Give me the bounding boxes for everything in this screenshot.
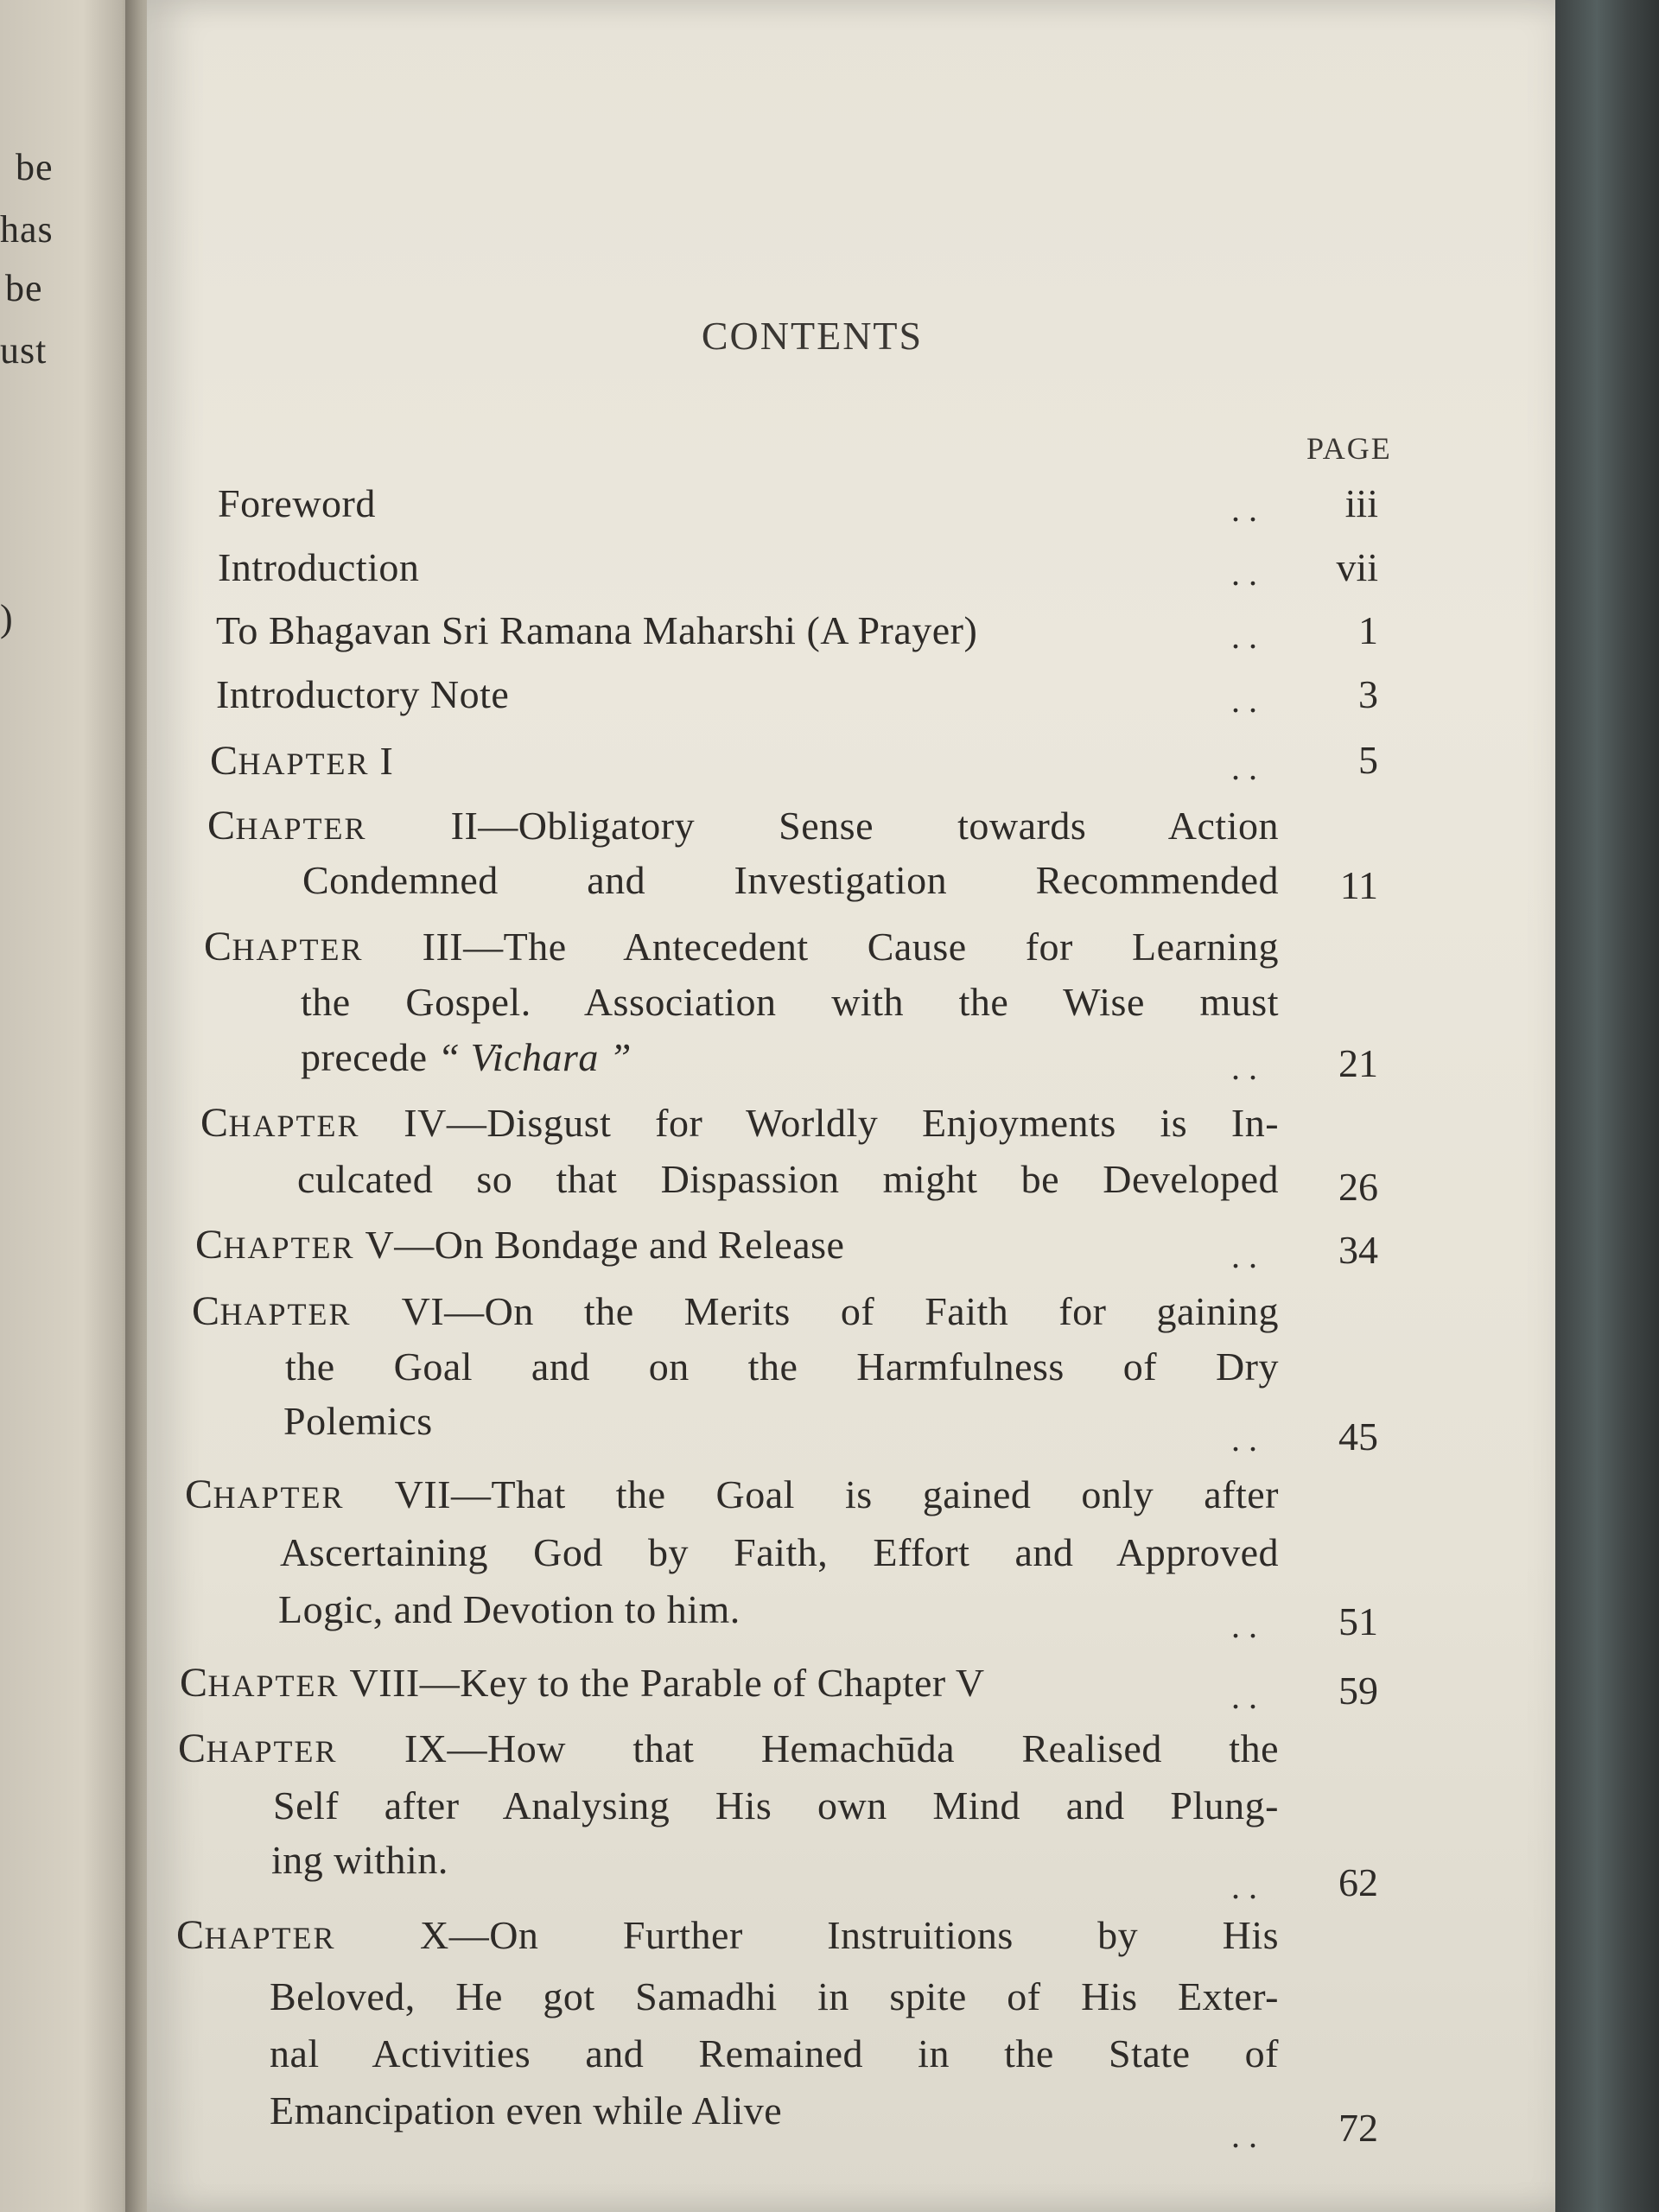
chapter-initial: C [195, 1222, 224, 1268]
chapter-initial: C [204, 924, 232, 969]
toc-entry-chapter-9-line-2: Self after Analysing His own Mind and Plung- [273, 1783, 1279, 1827]
leader-dots: .. [1231, 617, 1266, 656]
chapter-numeral: I [379, 739, 394, 783]
page-number: 1 [1358, 608, 1378, 652]
leader-dots: .. [1231, 748, 1266, 787]
leader-dots: .. [1231, 1236, 1266, 1275]
toc-entry-chapter-9-line-1 [178, 1725, 1279, 1772]
chapter-rest: HAPTER [228, 1109, 360, 1143]
chapter-numeral: VIII [349, 1661, 420, 1705]
page-number: 34 [1338, 1228, 1378, 1272]
chapter-numeral: III [422, 925, 464, 969]
chapter-numeral: VII [394, 1472, 451, 1516]
toc-entry-chapter-9-line-3: ing within. [271, 1838, 448, 1882]
leader-dots: .. [1231, 1048, 1266, 1087]
chapter-numeral: IV [404, 1101, 447, 1145]
toc-entry-prayer: To Bhagavan Sri Ramana Maharshi (A Prayer) [216, 608, 978, 652]
chapter-rest: HAPTER [219, 1297, 352, 1332]
page-number: iii [1344, 481, 1378, 525]
toc-entry-chapter-7-line-2: Ascertaining God by Faith, Effort and Approved [280, 1530, 1279, 1574]
chapter-title-text: —Key to the Parable of Chapter V [419, 1661, 985, 1705]
toc-entry-chapter-2-line-1 [207, 802, 1279, 849]
chapter-title-text: —Disgust for Worldly Enjoyments is In- [446, 1101, 1280, 1145]
toc-entry-introduction: Introduction [218, 545, 420, 589]
page-number: 5 [1358, 738, 1378, 782]
chapter-initial: C [200, 1100, 229, 1146]
page-number: 21 [1338, 1041, 1378, 1085]
chapter-rest: HAPTER [206, 1734, 338, 1769]
chapter-initial: C [192, 1288, 220, 1334]
chapter-rest: HAPTER [238, 747, 370, 781]
page-number: 72 [1338, 2106, 1378, 2150]
left-fragment: be [5, 267, 43, 309]
chapter-title-text: precede [301, 1035, 438, 1079]
leader-dots: .. [1231, 554, 1266, 593]
chapter-title-text: —That the Goal is gained only after [450, 1472, 1279, 1516]
toc-entry-chapter-10-line-2: Beloved, He got Samadhi in spite of His Exter- [270, 1974, 1279, 2018]
leader-dots: .. [1231, 1606, 1266, 1645]
chapter-initial: C [176, 1912, 205, 1958]
chapter-rest: HAPTER [207, 1669, 340, 1703]
chapter-title-text: —On Further Instruitions by His [448, 1913, 1280, 1957]
chapter-rest: HAPTER [204, 1921, 336, 1955]
page-column-header: PAGE [1306, 431, 1392, 466]
page-number: 11 [1339, 863, 1378, 907]
toc-entry-chapter-4-line-1 [200, 1099, 1279, 1147]
chapter-title-text: —On Bondage and Release [394, 1223, 845, 1267]
toc-entry-chapter-3-line-1 [204, 923, 1279, 970]
chapter-rest: HAPTER [235, 811, 367, 846]
chapter-numeral: IX [404, 1726, 448, 1770]
page-number: 26 [1338, 1165, 1378, 1209]
toc-entry-chapter-3-line-2: the Gospel. Association with the Wise must [301, 980, 1279, 1024]
chapter-initial: C [180, 1660, 208, 1706]
chapter-numeral: II [450, 804, 479, 848]
page-number: 51 [1338, 1599, 1378, 1643]
leader-dots: .. [1231, 490, 1266, 529]
chapter-initial: C [207, 803, 236, 849]
toc-entry-chapter-10-line-3: nal Activities and Remained in the State of [270, 2031, 1279, 2075]
leader-dots: .. [1231, 1867, 1266, 1906]
leader-dots: .. [1231, 1420, 1266, 1459]
left-fragment: ) [0, 597, 14, 639]
toc-entry-chapter-6-line-1 [192, 1287, 1279, 1335]
toc-entry-chapter-4-line-2: culcated so that Dispassion might be Developed [297, 1157, 1279, 1201]
toc-entry-chapter-5 [195, 1221, 844, 1268]
chapter-title-text: —How that Hemachūda Realised the [447, 1726, 1279, 1770]
left-fragment: has [0, 208, 54, 251]
toc-entry-chapter-7-line-1 [185, 1471, 1279, 1518]
chapter-rest: HAPTER [223, 1230, 355, 1265]
toc-entry-chapter-8 [180, 1659, 985, 1707]
left-fragment: ust [0, 329, 48, 372]
toc-entry-introductory-note: Introductory Note [216, 672, 510, 716]
chapter-rest: HAPTER [232, 932, 364, 967]
leader-dots: .. [1231, 681, 1266, 720]
page-number: 45 [1338, 1414, 1378, 1459]
toc-entry-chapter-10-line-4: Emancipation even while Alive [270, 2088, 783, 2133]
leader-dots: .. [1231, 1677, 1266, 1716]
left-fragment: be [16, 146, 54, 188]
toc-entry-chapter-6-line-3: Polemics [283, 1399, 433, 1443]
chapter-title-text: —Obligatory Sense towards Action [478, 804, 1279, 848]
chapter-initial: C [178, 1726, 207, 1771]
toc-entry-foreword: Foreword [218, 481, 376, 525]
chapter-title-italic: “ Vichara ” [437, 1035, 632, 1079]
chapter-numeral: X [419, 1913, 449, 1957]
leader-dots: .. [1231, 2116, 1266, 2155]
page-number: vii [1336, 545, 1378, 589]
chapter-rest: HAPTER [213, 1480, 345, 1515]
chapter-title-text: —The Antecedent Cause for Learning [463, 925, 1280, 969]
chapter-numeral: V [365, 1223, 395, 1267]
chapter-initial: C [210, 738, 238, 784]
toc-entry-chapter-1 [210, 737, 393, 785]
contents-title: CONTENTS [701, 314, 924, 358]
page-number: 62 [1338, 1860, 1378, 1904]
toc-entry-chapter-7-line-3: Logic, and Devotion to him. [278, 1587, 741, 1631]
page-number: 59 [1338, 1669, 1378, 1713]
toc-entry-chapter-10-line-1 [176, 1911, 1279, 1959]
toc-entry-chapter-6-line-2: the Goal and on the Harmfulness of Dry [285, 1344, 1279, 1389]
chapter-initial: C [185, 1471, 213, 1517]
chapter-title-text: —On the Merits of Faith for gaining [444, 1289, 1279, 1333]
chapter-numeral: VI [401, 1289, 445, 1333]
page-number: 3 [1358, 672, 1378, 716]
toc-entry-chapter-3-line-3 [301, 1034, 632, 1080]
toc-entry-chapter-2-line-2: Condemned and Investigation Recommended [302, 858, 1279, 902]
